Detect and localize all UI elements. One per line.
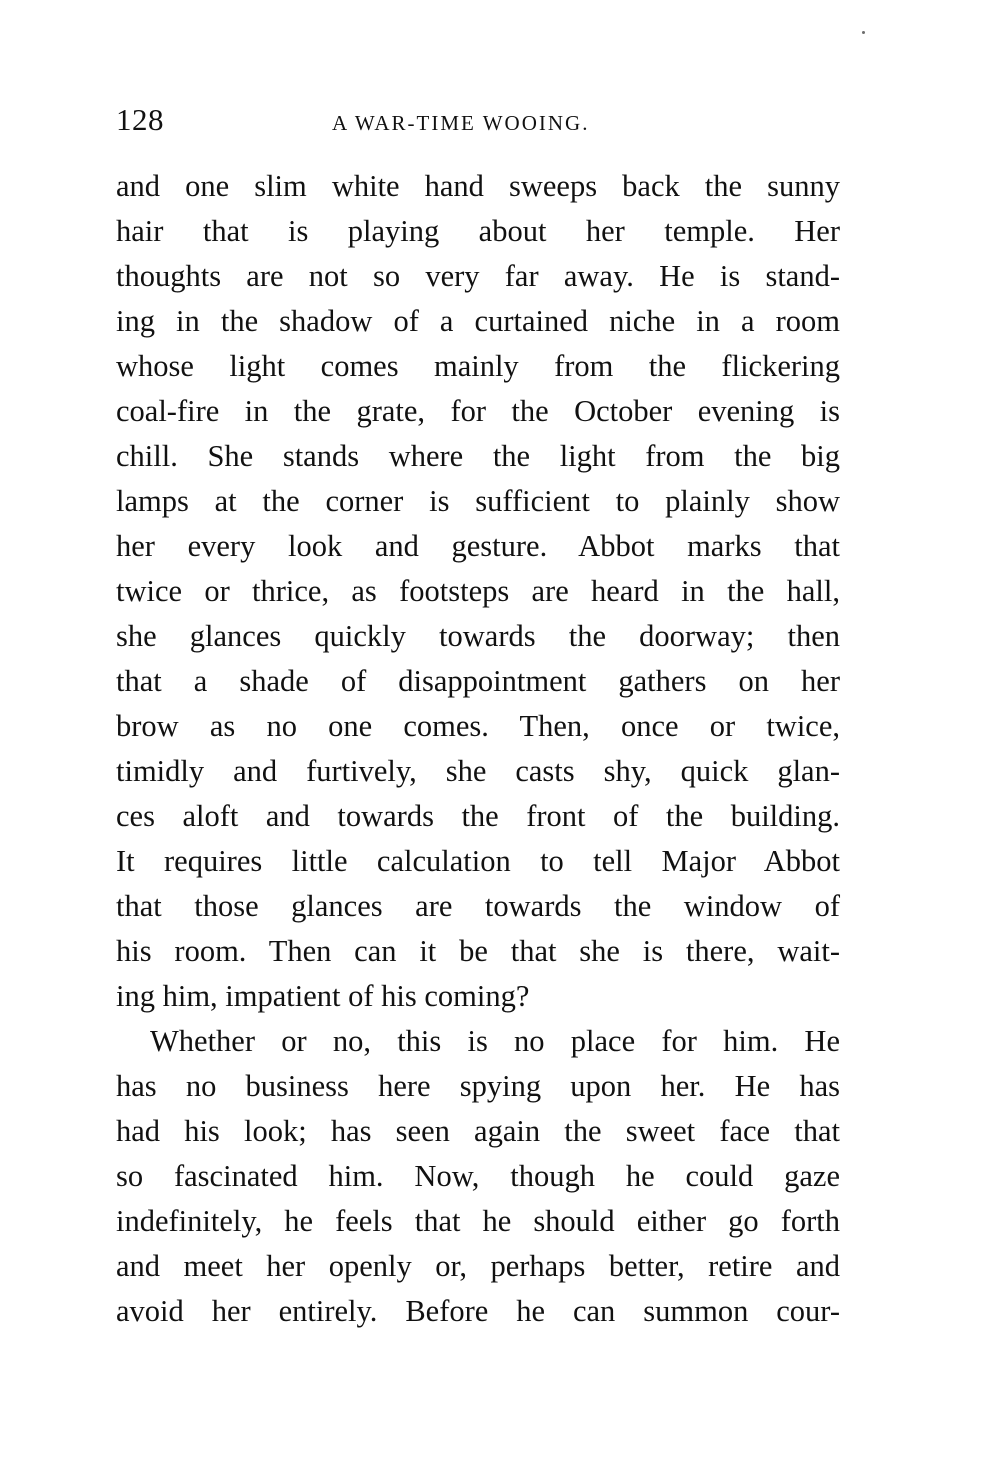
text-line: whose light comes mainly from the flickering [116,349,840,383]
text-line: that those glances are towards the window of [116,889,840,923]
text-line: brow as no one comes. Then, once or twice, [116,709,840,743]
text-line: ces aloft and towards the front of the building. [116,799,840,833]
scan-speck [862,31,865,34]
text-line: hair that is playing about her temple. Her [116,214,840,248]
text-line: lamps at the corner is sufficient to plainly show [116,484,840,518]
text-line: ing him, impatient of his coming? [116,979,530,1013]
text-line: so fascinated him. Now, though he could gaze [116,1159,840,1193]
text-line: and meet her openly or, perhaps better, retire and [116,1249,840,1283]
text-line: his room. Then can it be that she is there, wait- [116,934,840,968]
text-line: that a shade of disappointment gathers on her [116,664,840,698]
text-line: thoughts are not so very far away. He is stand- [116,259,840,293]
text-line: ing in the shadow of a curtained niche in a room [116,304,840,338]
text-line: twice or thrice, as footsteps are heard in the hall, [116,574,840,608]
text-line: coal-fire in the grate, for the October evening is [116,394,840,428]
text-line: her every look and gesture. Abbot marks that [116,529,840,563]
page-header [116,100,840,144]
text-line: avoid her entirely. Before he can summon cour- [116,1294,840,1328]
text-line: timidly and furtively, she casts shy, quick glan- [116,754,840,788]
text-line: chill. She stands where the light from the big [116,439,840,473]
text-line: indefinitely, he feels that he should either go forth [116,1204,840,1238]
paragraph-first-line: Whether or no, this is no place for him. He [150,1024,840,1058]
running-title: A WAR-TIME WOOING. [332,111,590,135]
page-number: 128 [116,102,164,137]
text-line: and one slim white hand sweeps back the sunny [116,169,840,203]
text-line: It requires little calculation to tell Major Abbot [116,844,840,878]
text-line: had his look; has seen again the sweet face that [116,1114,840,1148]
text-line: she glances quickly towards the doorway; then [116,619,840,653]
body-text [116,164,840,1334]
text-line: has no business here spying upon her. He has [116,1069,840,1103]
